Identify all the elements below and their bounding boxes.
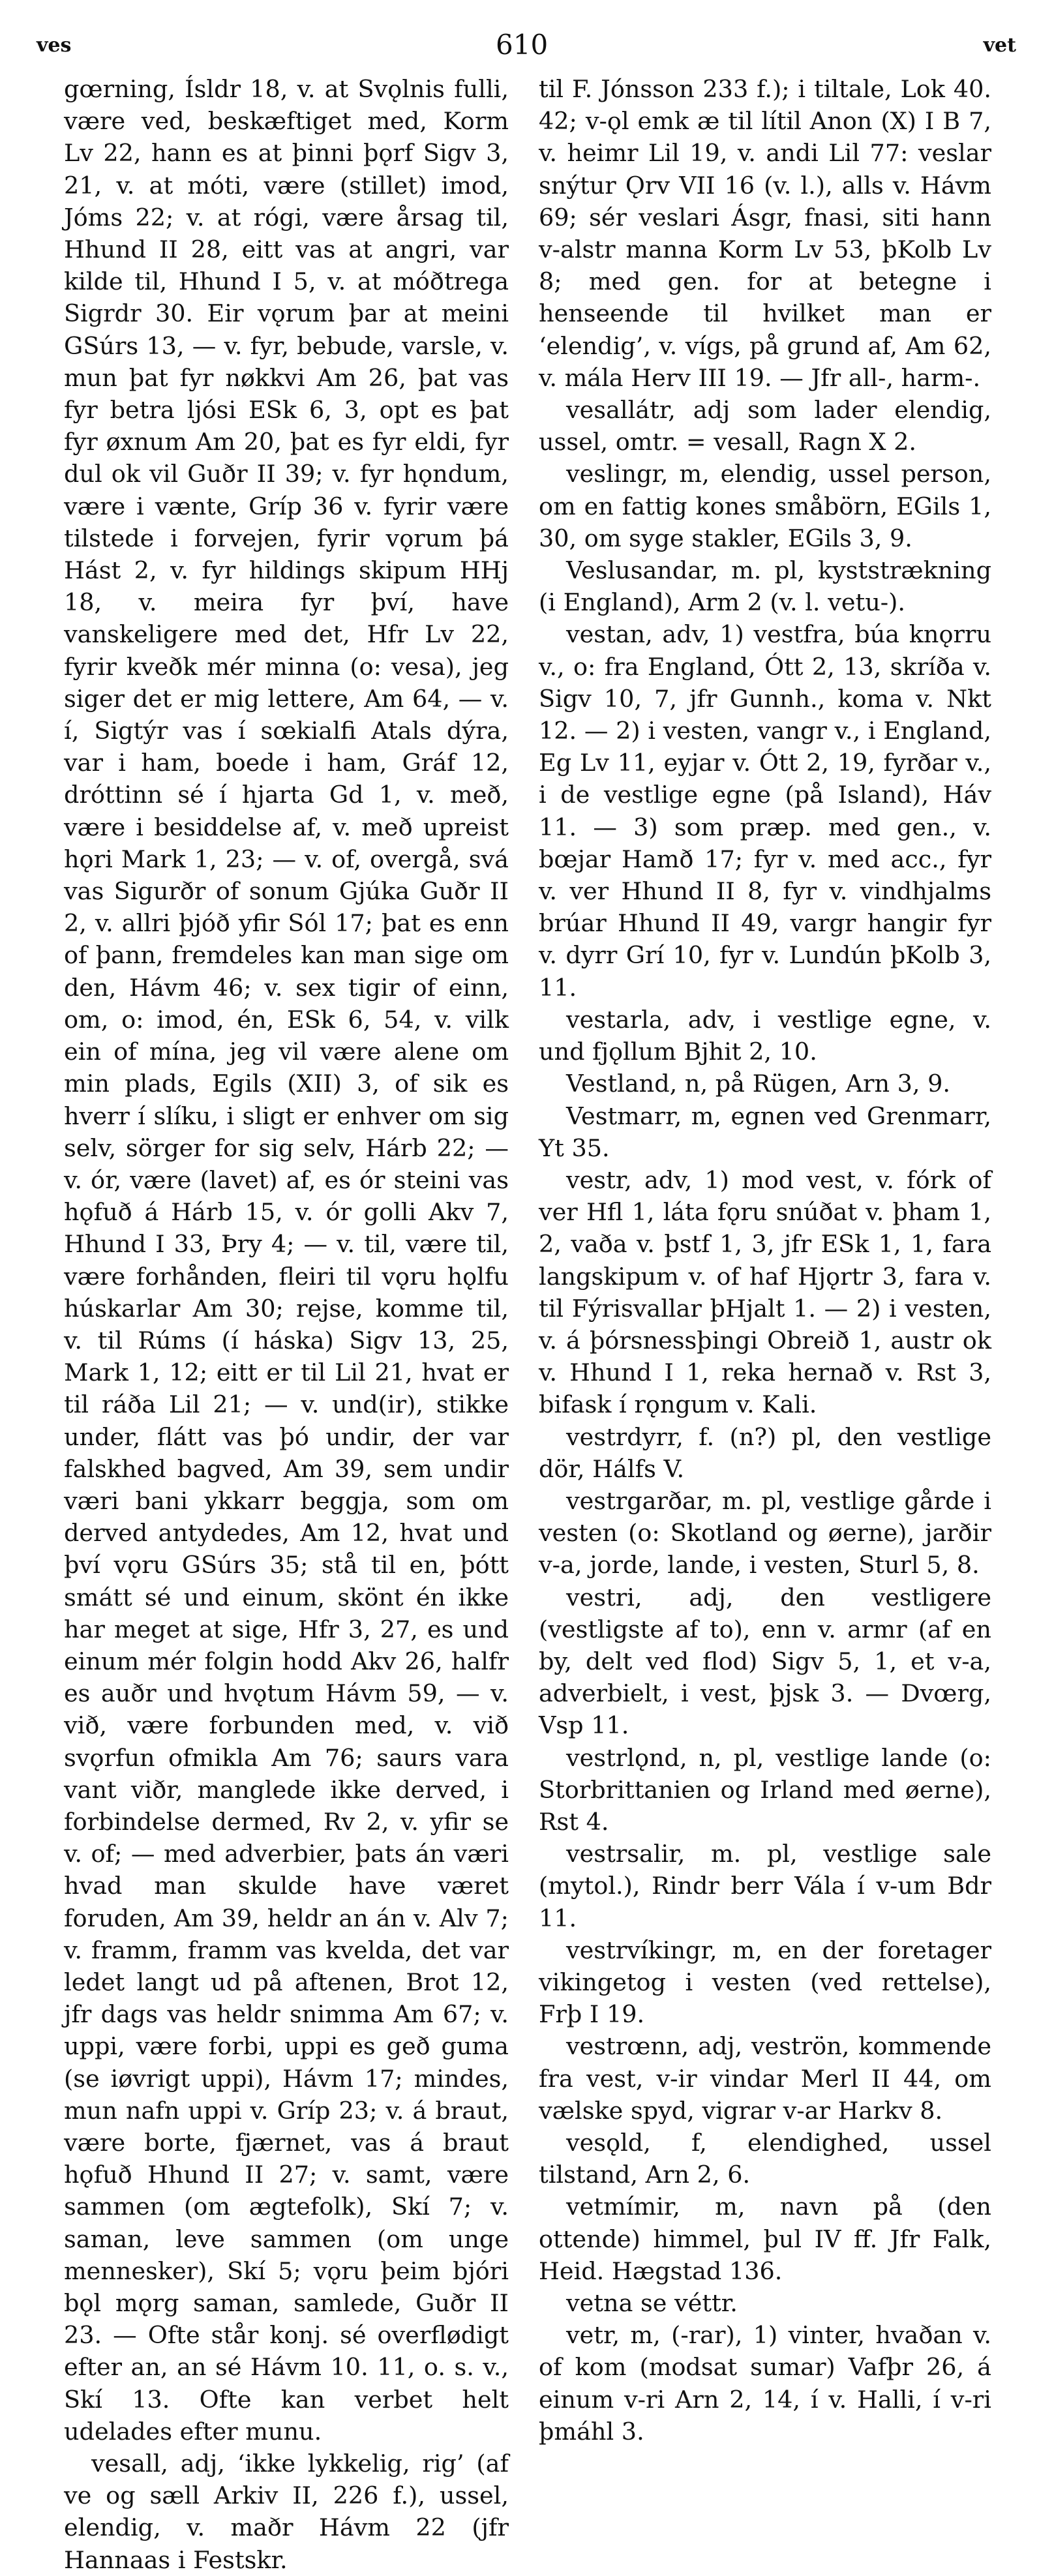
- left-guide-word: ves: [37, 34, 72, 57]
- entry-vesall: vesall, adj, ‘ikke lykkelig, rig’ (af ve og sæll Arkiv II, 226 f.), ussel, elendig, v. maðr Hávm 22 (jfr Hannaas i Festskr.: [64, 2449, 509, 2574]
- entry-vestr: vestr, adv, 1) mod vest, v. fórk of ver Hfl 1, láta fǫru snúðat v. þham 1, 2, vaða v. þstf 1, 3, jfr ESk 1, 1, fara langskipum v. of haf Hjǫrtr 3, fara v. til Fýrisvallar þHjalt 1. — 2) i vesten, v. á þórsnessþingi Obreið 1, austr ok v. Hhund I 1, reka hernað v. Rst 3, bifask í rǫngum v. Kali.: [539, 1165, 991, 1419]
- entry-vestrdyrr: vestrdyrr, f. (n?) pl, den vestlige dör, Hálfs V.: [539, 1422, 991, 1483]
- entry-vestri: vestri, adj, den vestligere (vestligste af to), enn v. armr (af en by, delt ved flod) Sigv 5, 1, et v-a, adverbielt, i vest, þjsk 3. — Dvœrg, Vsp 11.: [539, 1583, 991, 1740]
- left-column: [64, 73, 509, 2576]
- entry-vestrsalir: vestrsalir, m. pl, vestlige sale (mytol.), Rindr berr Vála í v-um Bdr 11.: [539, 1840, 991, 1932]
- entry-vestrvikingr: vestrvíkingr, m, en der foretager vikingetog i vesten (ved rettelse), Frþ I 19.: [539, 1936, 991, 2029]
- page-header: [0, 0, 1054, 72]
- entry-vestroenn: vestrœnn, adj, veströn, kommende fra vest, v-ir vindar Merl II 44, om vælske spyd, vigrar v-ar Harkv 8.: [539, 2032, 991, 2125]
- entry-vesallatr: vesallátr, adj som lader elendig, ussel, omtr. = vesall, Ragn X 2.: [539, 396, 991, 457]
- entry-vetr: vetr, m, (-rar), 1) vinter, hvaðan v. of kom (modsat sumar) Vafþr 26, á einum v-ri Arn 2, 14, í v. Halli, í v-ri þmáhl 3.: [539, 2321, 991, 2446]
- entry-vetmimir: vetmímir, m, navn på (den ottende) himmel, þul IV ff. Jfr Falk, Heid. Hægstad 136.: [539, 2193, 991, 2285]
- right-column: [539, 73, 991, 2448]
- entry-vestan: vestan, adv, 1) vestfra, búa knǫrru v., o: fra England, Ótt 2, 13, skríða v. Sigv 10, 7, jfr Gunnh., koma v. Nkt 12. — 2) i vesten, vangr v., i England, Eg Lv 11, eyjar v. Ótt 2, 19, fyrðar v., i de vestlige egne (på Island), Háv 11. — 3) som præp. med gen., v. bœjar Hamð 17; fyr v. med acc., fyr v. ver Hhund II 8, fyr v. vindhjalms brúar Hhund II 49, vargr hangir fyr v. dyrr Grí 10, fyr v. Lundún þKolb 3, 11.: [539, 620, 991, 1002]
- entry-vetna: vetna se véttr.: [566, 2289, 738, 2318]
- entry-veslingr: veslingr, m, elendig, ussel person, om en fattig kones småbörn, EGils 1, 30, om syge stakler, EGils 3, 9.: [539, 460, 991, 552]
- entry-vestarla: vestarla, adv, i vestlige egne, v. und fjǫllum Bjhit 2, 10.: [539, 1005, 991, 1066]
- page-number: 610: [496, 29, 549, 61]
- entry-text: gœrning, Ísldr 18, v. at Svǫlnis fulli, være ved, beskæftiget med, Korm Lv 22, hann es at þinni þǫrf Sigv 3, 21, v. at móti, være (stillet) imod, Jóms 22; v. at rógi, være årsag til, Hhund II 28, eitt vas at angri, var kilde til, Hhund I 5, v. at móðtrega Sigrdr 30. Eir vǫrum þar at meini GSúrs 13, — v. fyr, bebude, varsle, v. mun þat fyr nøkkvi Am 26, þat vas fyr betra ljósi ESk 6, 3, opt es þat fyr øxnum Am 20, þat es fyr eldi, fyr dul ok vil Guðr II 39; v. fyr hǫndum, være i vænte, Gríp 36 v. fyrir være tilstede i forvejen, fyrir vǫrum þá Hást 2, v. fyr hildings skipum HHj 18, v. meira fyr því, have vanskeligere med det, Hfr Lv 22, fyrir kveðk mér minna (o: vesa), jeg siger det er mig lettere, Am 64, — v. í, Sigtýr vas í sœkialfi Atals dýra, var i ham, boede i ham, Gráf 12, dróttinn sé í hjarta Gd 1, v. með, være i besiddelse af, v. með upreist hǫri Mark 1, 23; — v. of, overgå, svá vas Sigurðr of sonum Gjúka Guðr II 2, v. allri þjóð yfir Sól 17; þat es enn of þann, fremdeles kan man sige om den, Hávm 46; v. sex tigir of einn, om, o: imod, én, ESk 6, 54, v. vilk ein of mína, jeg vil være alene om min plads, Egils (XII) 3, of sik es hverr í slíku, i sligt er enhver om sig selv, sörger for sig selv, Hárb 22; — v. ór, være (lavet) af, es ór steini vas hǫfuð á Hárb 15, v. ór golli Akv 7, Hhund I 33, Þry 4; — v. til, være til, være forhånden, fleiri til vǫru hǫlfu húskarlar Am 30; rejse, komme til, v. til Rúms (í háska) Sigv 13, 25, Mark 1, 12; eitt er til Lil 21, hvat er til ráða Lil 21; — v. und(ir), stikke under, flátt vas þó undir, der var falskhed bagved, Am 39, sem undir væri bani ykkarr beggja, som om derved antydedes, Am 12, hvat und því vǫru GSúrs 35; stå til en, þótt smátt sé und einum, skönt én ikke har meget at sige, Hfr 3, 27, es und einum mér folgin hodd Akv 26, halfr es auðr und hvǫtum Hávm 59, — v. við, være forbunden med, v. við svǫrfun ofmikla Am 76; saurs vara vant viðr, manglede ikke derved, i forbindelse dermed, Rv 2, v. yfir se v. of; — med adverbier, þats án væri hvad man skulde have været foruden, Am 39, heldr an án v. Alv 7; v. framm, framm vas kvelda, det var ledet langt ud på aftenen, Brot 12, jfr dags vas heldr snimma Am 67; v. uppi, være forbi, uppi es geð guma (se iøvrigt uppi), Hávm 17; mindes, mun nafn uppi v. Gríp 23; v. á braut, være borte, fjærnet, vas á braut hǫfuð Hhund II 27; v. samt, være sammen (om ægtefolk), Skí 7; v. saman, leve sammen (om unge mennesker), Skí 5; vǫru þeim bjóri bǫl mǫrg saman, samlede, Guðr II 23. — Ofte står konj. sé overflødigt efter an, an sé Hávm 10. 11, o. s. v., Skí 13. Ofte kan verbet helt udelades efter munu.: [64, 75, 509, 2446]
- entry-vestland: Vestland, n, på Rügen, Arn 3, 9.: [566, 1070, 951, 1098]
- entry-vestrgardar: vestrgarðar, m. pl, vestlige gårde i vesten (o: Skotland og øerne), jarðir v-a, jorde, lande, i vesten, Sturl 5, 8.: [539, 1486, 991, 1580]
- entry-vestmarr: Vestmarr, m, egnen ved Grenmarr, Yt 35.: [539, 1101, 991, 1162]
- entry-vesold: vesǫld, f, elendighed, ussel tilstand, Arn 2, 6.: [539, 2129, 991, 2189]
- entry-vestrlond: vestrlǫnd, n, pl, vestlige lande (o: Storbrittanien og Irland med øerne), Rst 4.: [539, 1743, 991, 1836]
- right-guide-word: vet: [983, 34, 1016, 57]
- entry-veslusandar: Veslusandar, m. pl, kyststrækning (i England), Arm 2 (v. l. vetu-).: [539, 556, 991, 617]
- entry-continuation: til F. Jónsson 233 f.); i tiltale, Lok 40. 42; v-ǫl emk æ til lítil Anon (X) I B 7, v. heimr Lil 19, v. andi Lil 77: veslar snýtur Ǫrv VII 16 (v. l.), alls v. Hávm 69; sér veslari Ásgr, fnasi, siti hann v-alstr manna Korm Lv 53, þKolb Lv 8; med gen. for at betegne i henseende til hvilket man er ‘elendig’, v. vígs, på grund af, Am 62, v. mála Herv III 19. — Jfr all-, harm-.: [539, 75, 991, 392]
